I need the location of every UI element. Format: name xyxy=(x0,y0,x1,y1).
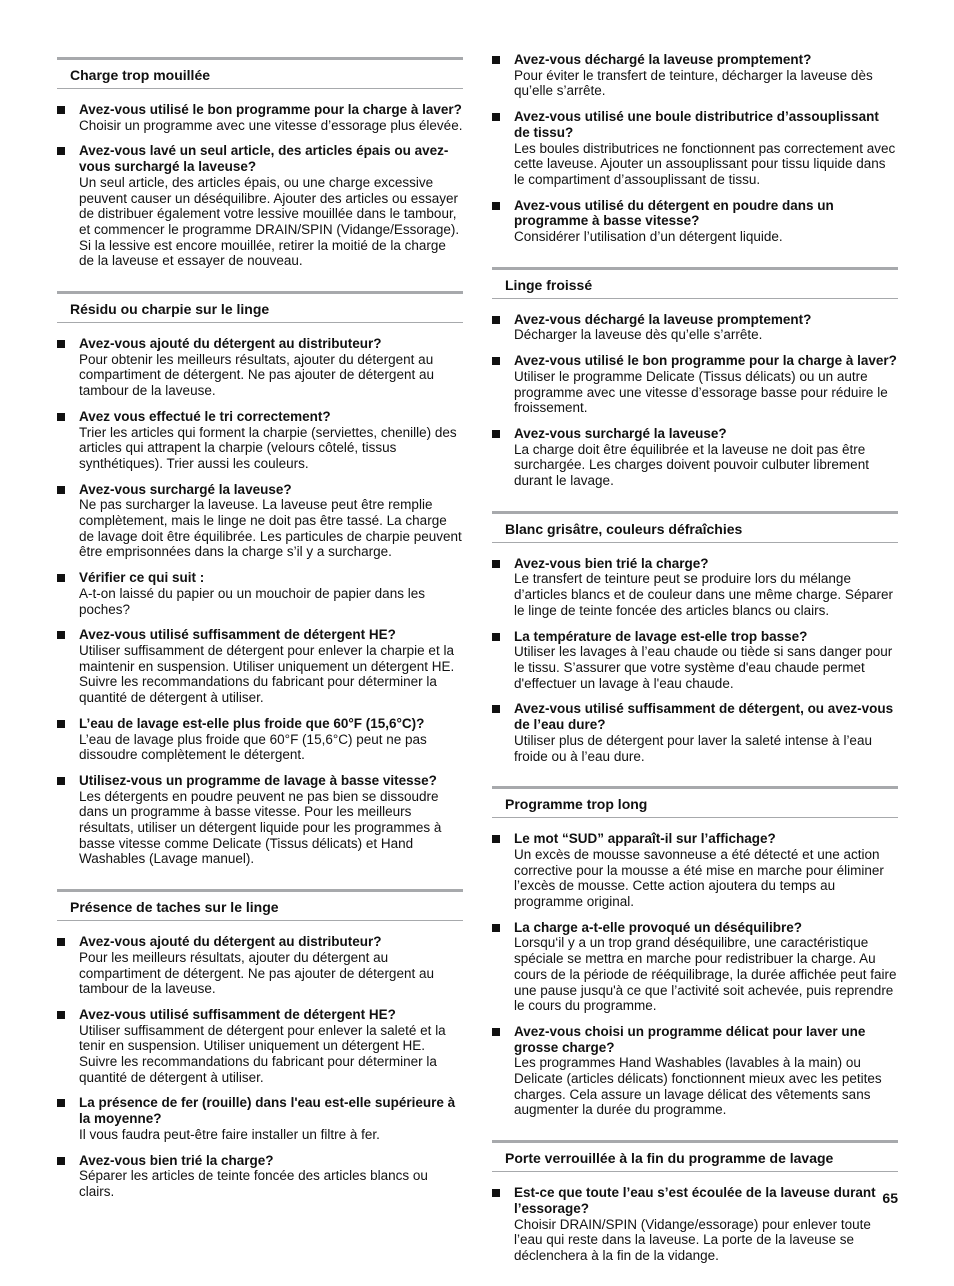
answer-text: Pour les meilleurs résultats, ajouter du détergent au compartiment de détergent. Ne pas ajouter de détergent au tambour de la laveuse. xyxy=(79,949,434,997)
question-text: La charge a-t-elle provoqué un déséquilibre? xyxy=(514,919,803,935)
section-continued xyxy=(492,52,898,267)
square-bullet-icon xyxy=(492,1189,500,1197)
question-text: Avez-vous utilisé suffisamment de détergent, ou avez-vous de l’eau dure? xyxy=(514,701,894,733)
section-heading: Charge trop mouillée xyxy=(57,57,463,89)
square-bullet-icon xyxy=(492,835,500,843)
square-bullet-icon xyxy=(492,1028,500,1036)
answer-text: Les boules distributrices ne fonctionnent pas correctement avec cette laveuse. Ajouter un assouplissant pour tissu liquide dans le compartiment d’assouplissant de tissu. xyxy=(514,140,896,187)
answer-text: Considérer l’utilisation d’un détergent liquide. xyxy=(514,229,783,245)
troubleshooting-item xyxy=(57,482,463,561)
answer-text: Utiliser le programme Delicate (Tissus délicats) ou un autre programme avec une vitesse d’essorage basse pour réduire le froissement. xyxy=(514,368,888,416)
troubleshooting-item xyxy=(57,102,463,133)
question-text: Avez vous effectué le tri correctement? xyxy=(79,408,331,424)
square-bullet-icon xyxy=(492,56,500,64)
question-text: Avez-vous utilisé suffisamment de détergent HE? xyxy=(79,1006,396,1022)
troubleshooting-item xyxy=(57,716,463,763)
question-text: Avez-vous surchargé la laveuse? xyxy=(514,425,727,441)
troubleshooting-item xyxy=(492,701,898,764)
troubleshooting-item xyxy=(492,52,898,99)
square-bullet-icon xyxy=(57,631,65,639)
square-bullet-icon xyxy=(57,1157,65,1165)
square-bullet-icon xyxy=(492,633,500,641)
square-bullet-icon xyxy=(492,316,500,324)
troubleshooting-item xyxy=(492,426,898,489)
section-presence-de-taches-sur-le-linge xyxy=(57,889,463,1222)
square-bullet-icon xyxy=(492,705,500,713)
question-text: Avez-vous utilisé une boule distributrice d’assouplissant de tissu? xyxy=(514,109,879,140)
answer-text: Choisir un programme avec une vitesse d’essorage plus élevée. xyxy=(79,117,463,133)
question-text: Utilisez-vous un programme de lavage à basse vitesse? xyxy=(79,772,437,788)
square-bullet-icon xyxy=(57,574,65,582)
square-bullet-icon xyxy=(492,924,500,932)
troubleshooting-item xyxy=(57,570,463,617)
troubleshooting-item xyxy=(57,773,463,867)
troubleshooting-item xyxy=(492,831,898,910)
question-text: Avez-vous utilisé le bon programme pour la charge à laver? xyxy=(79,102,462,117)
answer-text: Ne pas surcharger la laveuse. La laveuse peut être remplie complètement, mais le linge ne doit pas être tassé. La charge de lavage doit être équilibrée. Les particules de charpie peuvent être emprisonnées dans la charge s’il y a surcharge. xyxy=(79,497,462,560)
answer-text: Les détergents en poudre peuvent ne pas bien se dissoudre dans un programme à basse vitesse. Pour les meilleurs résultats, utiliser un détergent liquide pour les programmes à basse vitesse comme Delicate (Tissus délicats) et Hand Washables (Lavage manuel). xyxy=(79,788,442,867)
answer-text: L’eau de lavage plus froide que 60°F (15,6°C) peut ne pas dissoudre complètement le détergent. xyxy=(79,731,427,763)
question-text: Avez-vous ajouté du détergent au distributeur? xyxy=(79,934,382,950)
question-text: Avez-vous déchargé la laveuse promptement? xyxy=(514,52,812,67)
section-linge-froisse xyxy=(492,267,898,511)
question-text: Le mot “SUD” apparaît-il sur l’affichage? xyxy=(514,831,776,847)
answer-text: Choisir DRAIN/SPIN (Vidange/essorage) pour enlever toute l’eau qui reste dans la laveuse. La porte de la laveuse se déclenchera à la fin de la vidange. xyxy=(514,1216,871,1263)
answer-text: Utiliser les lavages à l’eau chaude ou tiède si sans danger pour le tissu. S’assurer que votre système d'eau chaude permet d'effectuer un lavage à l'eau chaude. xyxy=(514,644,893,691)
question-text: Vérifier ce qui suit : xyxy=(79,570,205,586)
left-column xyxy=(57,57,463,1222)
square-bullet-icon xyxy=(57,720,65,728)
answer-text: Utiliser suffisamment de détergent pour enlever la saleté et la tenir en suspension. Utiliser uniquement un détergent HE. Suivre les recommandations du fabricant pour déterminer la quantité de détergent à utiliser. xyxy=(79,1022,446,1085)
troubleshooting-item xyxy=(57,1153,463,1200)
troubleshooting-item xyxy=(57,1007,463,1086)
page-number: 65 xyxy=(882,1190,898,1206)
answer-text: Trier les articles qui forment la charpie (serviettes, chenille) des articles qui attrapent la charpie (velours côtelé, tissus synthétiques). Trier aussi les couleurs. xyxy=(79,424,457,471)
troubleshooting-item xyxy=(57,409,463,472)
answer-text: Lorsqu‘il y a un trop grand déséquilibre, une caractéristique spéciale se mettra en marche pour redistribuer la charge. Au cours de la période de rééquilibrage, la durée affichée peut faire une pause jusqu'à ce que l’activité soit achevée, puis reprendre le cours du programme. xyxy=(514,935,897,1014)
answer-text: Les programmes Hand Washables (lavables à la main) ou Delicate (articles délicats) fonctionnent mieux avec les petites charges. Cela assure un lavage délicat des vêtements sans augmenter la durée du programme. xyxy=(514,1055,882,1118)
question-text: Avez-vous ajouté du détergent au distributeur? xyxy=(79,336,382,352)
square-bullet-icon xyxy=(57,340,65,348)
question-text: La température de lavage est-elle trop basse? xyxy=(514,628,808,644)
square-bullet-icon xyxy=(492,202,500,210)
question-text: Avez-vous utilisé le bon programme pour la charge à laver? xyxy=(514,353,897,369)
question-text: Avez-vous choisi un programme délicat pour laver une grosse charge? xyxy=(514,1023,866,1055)
answer-text: Un seul article, des articles épais, ou une charge excessive peuvent causer un déséquilibre. Ajouter des articles ou essayer de distribuer également votre lessive mouillée dans le tambour, et commencer le programme DRAIN/SPIN (Vidange/Essorage). Si la lessive est encore mouillée, retirer la moitié de la charge de la laveuse et essayer de nouveau. xyxy=(79,174,460,269)
answer-text: La charge doit être équilibrée et la laveuse ne doit pas être surchargée. Les charges doivent pouvoir culbuter librement durant le lavage. xyxy=(514,441,869,489)
troubleshooting-item xyxy=(492,1185,898,1264)
troubleshooting-item xyxy=(492,198,898,245)
section-programme-trop-long xyxy=(492,786,898,1140)
troubleshooting-item xyxy=(57,1095,463,1142)
troubleshooting-item xyxy=(57,627,463,706)
troubleshooting-item xyxy=(492,629,898,692)
square-bullet-icon xyxy=(57,413,65,421)
question-text: Avez-vous bien trié la charge? xyxy=(79,1152,274,1168)
section-heading: Blanc grisâtre, couleurs défraîchies xyxy=(492,511,898,543)
troubleshooting-item xyxy=(492,312,898,343)
section-porte-verrouillee-a-la-fin-du-programme- xyxy=(492,1140,898,1286)
section-blanc-grisatre-couleurs-defraichies xyxy=(492,511,898,786)
square-bullet-icon xyxy=(492,113,500,121)
answer-text: Le transfert de teinture peut se produire lors du mélange d’articles blancs et de couleur dans une même charge. Séparer le linge de teinte foncée des articles blancs ou clairs. xyxy=(514,571,893,618)
square-bullet-icon xyxy=(492,560,500,568)
answer-text: Décharger la laveuse dès qu’elle s’arrête. xyxy=(514,327,763,343)
square-bullet-icon xyxy=(492,430,500,438)
question-text: Avez-vous utilisé suffisamment de détergent HE? xyxy=(79,627,396,643)
right-column xyxy=(492,52,898,1286)
question-text: Avez-vous déchargé la laveuse promptement? xyxy=(514,311,812,327)
answer-text: Utiliser plus de détergent pour laver la saleté intense à l’eau froide ou à l’eau dure. xyxy=(514,732,872,764)
answer-text: Utiliser suffisamment de détergent pour enlever la charpie et la maintenir en suspension. Utiliser uniquement un détergent HE. Suivre les recommandations du fabricant pour déterminer la quantité de détergent à utiliser. xyxy=(79,642,455,706)
question-text: Avez-vous lavé un seul article, des articles épais ou avez-vous surchargé la laveuse? xyxy=(79,143,449,175)
square-bullet-icon xyxy=(492,357,500,365)
section-charge-trop-mouillee xyxy=(57,57,463,291)
section-heading: Résidu ou charpie sur le linge xyxy=(57,291,463,323)
answer-text: Il vous faudra peut-être faire installer un filtre à fer. xyxy=(79,1126,380,1142)
troubleshooting-item xyxy=(492,353,898,416)
answer-text: A-t-on laissé du papier ou un mouchoir de papier dans les poches? xyxy=(79,585,425,617)
answer-text: Pour éviter le transfert de teinture, décharger la laveuse dès qu’elle s’arrête. xyxy=(514,67,873,99)
troubleshooting-item xyxy=(57,934,463,997)
question-text: L’eau de lavage est-elle plus froide que 60°F (15,6°C)? xyxy=(79,715,425,731)
troubleshooting-item xyxy=(492,556,898,619)
section-heading: Porte verrouillée à la fin du programme de lavage xyxy=(492,1140,898,1172)
square-bullet-icon xyxy=(57,1099,65,1107)
question-text: Avez-vous surchargé la laveuse? xyxy=(79,481,292,497)
square-bullet-icon xyxy=(57,486,65,494)
troubleshooting-item xyxy=(492,1024,898,1118)
question-text: Avez-vous utilisé du détergent en poudre dans un programme à basse vitesse? xyxy=(514,197,834,229)
answer-text: Pour obtenir les meilleurs résultats, ajouter du détergent au compartiment de détergent. Ne pas ajouter de détergent au tambour de la laveuse. xyxy=(79,351,434,399)
troubleshooting-item xyxy=(57,336,463,399)
square-bullet-icon xyxy=(57,106,65,114)
section-heading: Programme trop long xyxy=(492,786,898,818)
square-bullet-icon xyxy=(57,938,65,946)
troubleshooting-item xyxy=(57,143,463,269)
section-heading: Linge froissé xyxy=(492,267,898,299)
section-residu-ou-charpie-sur-le-linge xyxy=(57,291,463,889)
question-text: Avez-vous bien trié la charge? xyxy=(514,555,709,571)
troubleshooting-item xyxy=(492,920,898,1014)
square-bullet-icon xyxy=(57,1011,65,1019)
square-bullet-icon xyxy=(57,777,65,785)
question-text: La présence de fer (rouille) dans l'eau est-elle supérieure à la moyenne? xyxy=(79,1095,456,1127)
question-text: Est-ce que toute l’eau s’est écoulée de la laveuse durant l’essorage? xyxy=(514,1185,876,1216)
square-bullet-icon xyxy=(57,147,65,155)
answer-text: Séparer les articles de teinte foncée des articles blancs ou clairs. xyxy=(79,1168,428,1199)
answer-text: Un excès de mousse savonneuse a été détecté et une action corrective pour la mousse a été mise en marche pour éliminer l’excès de mousse. Cette action ajoutera du temps au programme original. xyxy=(514,846,884,910)
section-heading: Présence de taches sur le linge xyxy=(57,889,463,921)
troubleshooting-item xyxy=(492,109,898,188)
